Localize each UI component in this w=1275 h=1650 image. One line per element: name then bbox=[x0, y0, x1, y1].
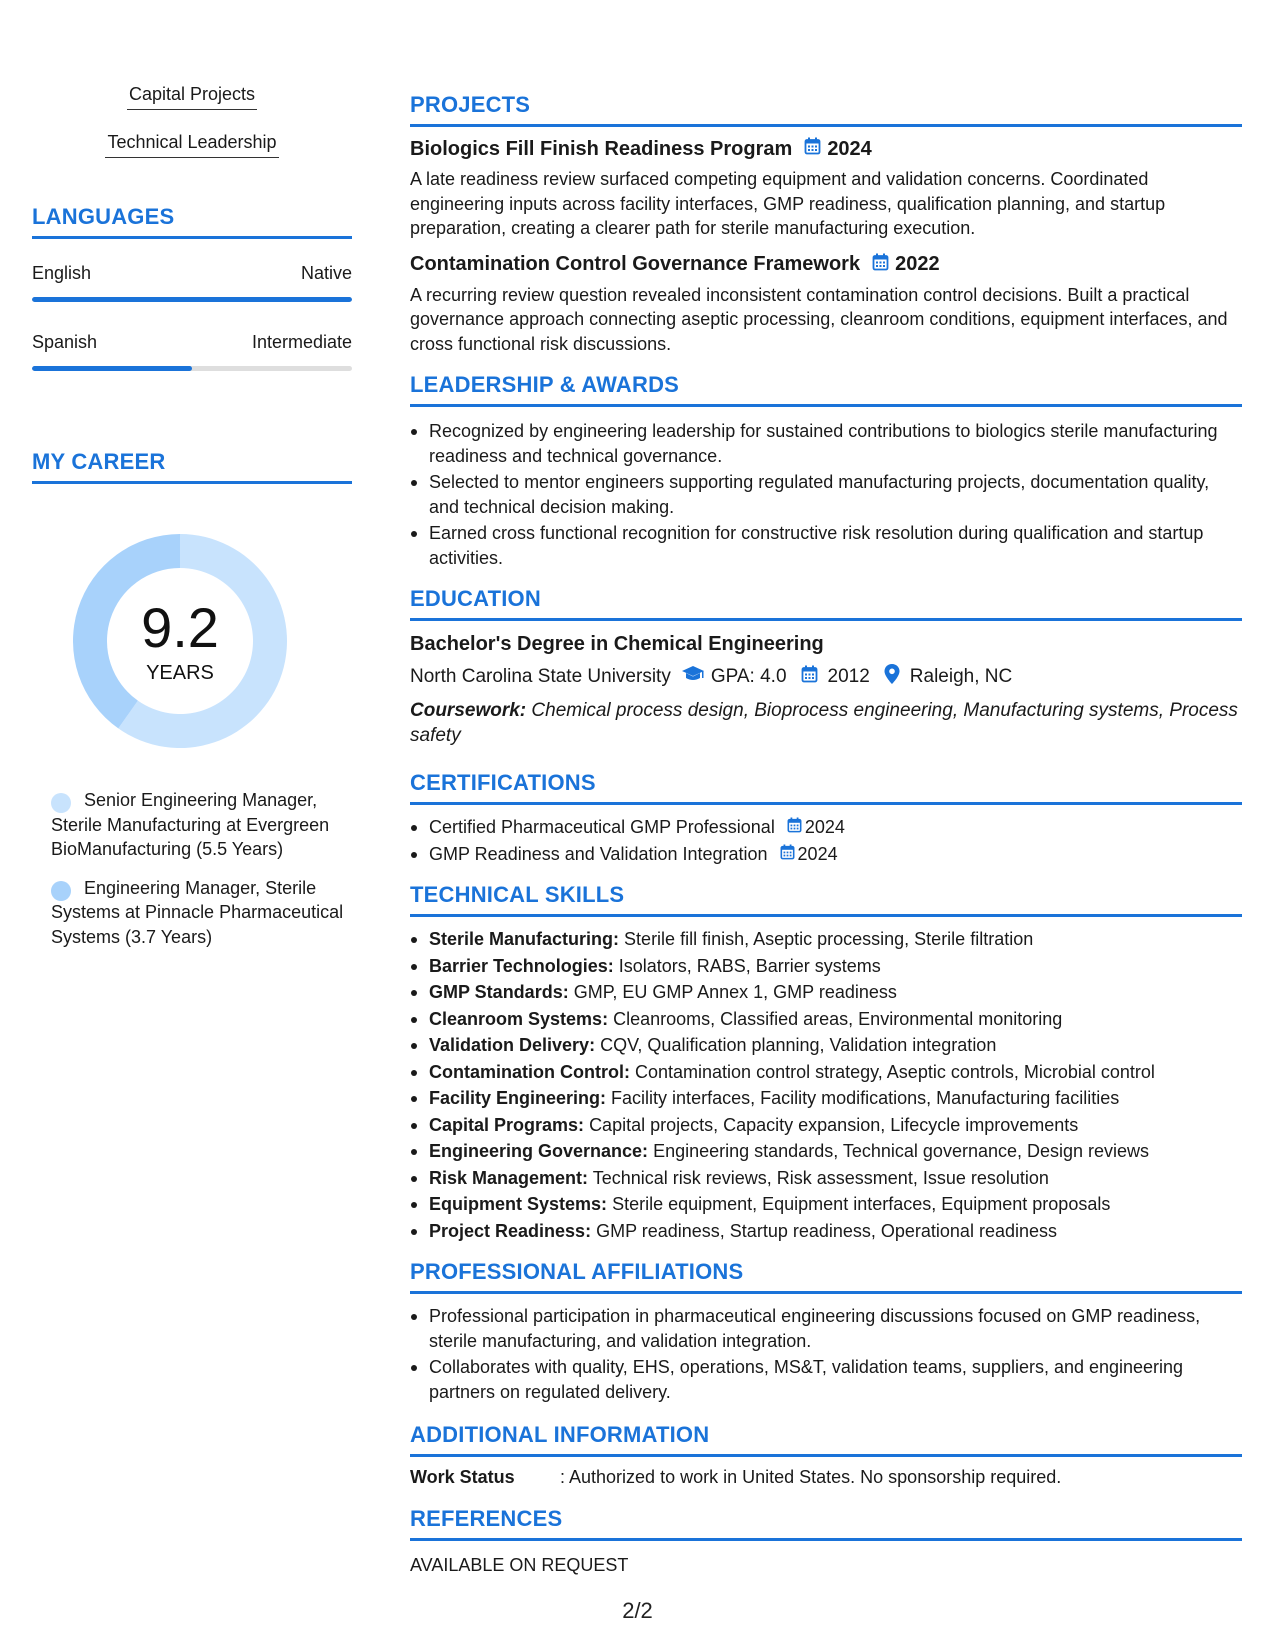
projects-section bbox=[410, 92, 1242, 356]
career-total-years: 9.2 bbox=[141, 596, 219, 659]
language-bar-fill bbox=[32, 366, 192, 371]
skill-item bbox=[410, 1086, 1242, 1111]
education-location: Raleigh, NC bbox=[909, 666, 1013, 687]
skill-value: Sterile equipment, Equipment interfaces, Equipment proposals bbox=[612, 1194, 1111, 1214]
skill-value: Isolators, RABS, Barrier systems bbox=[618, 955, 881, 976]
skill-item bbox=[410, 954, 1242, 979]
certification-item bbox=[410, 815, 1242, 840]
career-item bbox=[51, 788, 352, 862]
references-section bbox=[410, 1506, 1242, 1578]
skill-value: GMP, EU GMP Annex 1, GMP readiness bbox=[573, 982, 897, 1002]
section-rule bbox=[32, 481, 352, 484]
calendar-icon bbox=[787, 815, 802, 840]
skill-item bbox=[410, 1060, 1242, 1085]
language-level: Native bbox=[300, 263, 352, 283]
skill-label: Barrier Technologies: bbox=[429, 955, 614, 976]
languages-title: LANGUAGES bbox=[32, 204, 175, 229]
education-meta bbox=[410, 664, 1242, 690]
career-dot bbox=[51, 881, 71, 901]
tag-technical-leadership bbox=[32, 128, 352, 158]
language-name: English bbox=[32, 263, 92, 283]
projects-title: PROJECTS bbox=[410, 92, 531, 117]
skill-value: Facility interfaces, Facility modifications, Manufacturing facilities bbox=[611, 1088, 1120, 1108]
calendar-icon bbox=[780, 842, 795, 867]
calendar-icon bbox=[804, 137, 821, 161]
left-column bbox=[32, 80, 352, 949]
career-title: MY CAREER bbox=[32, 449, 166, 474]
skill-label: Risk Management: bbox=[429, 1167, 589, 1188]
education-degree: Bachelor's Degree in Chemical Engineering bbox=[410, 633, 824, 655]
project-year: 2024 bbox=[827, 137, 872, 160]
additional-row bbox=[410, 1467, 1242, 1488]
skill-value: CQV, Qualification planning, Validation integration bbox=[600, 1035, 997, 1055]
language-name: Spanish bbox=[32, 332, 98, 352]
skill-label: Sterile Manufacturing: bbox=[429, 929, 620, 949]
list-item: Collaborates with quality, EHS, operations, MS&T, validation teams, suppliers, and engineering partners on regulated delivery. bbox=[410, 1355, 1242, 1404]
skills-section bbox=[410, 882, 1242, 1243]
skill-label: Project Readiness: bbox=[429, 1220, 592, 1241]
leadership-title: LEADERSHIP & AWARDS bbox=[410, 372, 680, 397]
coursework-text: Chemical process design, Bioprocess engineering, Manufacturing systems, Process safety bbox=[410, 700, 1238, 746]
coursework-label: Coursework: bbox=[410, 700, 527, 721]
section-rule bbox=[410, 618, 1242, 621]
section-rule bbox=[410, 802, 1242, 805]
section-rule bbox=[32, 236, 352, 239]
project-description: A late readiness review surfaced competing equipment and validation concerns. Coordinated engineering inputs across facility interfaces, GMP readiness, qualification planning, and startup preparation, creating a clearer path for sterile manufacturing execution. bbox=[410, 169, 1166, 238]
skill-label: Cleanroom Systems: bbox=[429, 1008, 609, 1029]
certification-name: GMP Readiness and Validation Integration bbox=[429, 843, 768, 864]
tag-label: Capital Projects bbox=[127, 80, 257, 110]
project-name: Biologics Fill Finish Readiness Program bbox=[410, 137, 793, 160]
skill-label: Contamination Control: bbox=[429, 1061, 630, 1082]
language-bar bbox=[32, 297, 352, 302]
list-item: Selected to mentor engineers supporting regulated manufacturing projects, documentation quality, and technical decision making. bbox=[410, 470, 1242, 519]
section-rule bbox=[410, 914, 1242, 917]
skill-item bbox=[410, 1166, 1242, 1191]
certification-name: Certified Pharmaceutical GMP Professional bbox=[429, 817, 775, 837]
skill-item bbox=[410, 1007, 1242, 1032]
language-english bbox=[32, 263, 352, 284]
skill-item bbox=[410, 980, 1242, 1005]
right-column bbox=[410, 92, 1242, 1578]
skill-value: Engineering standards, Technical governance, Design reviews bbox=[653, 1141, 1150, 1161]
calendar-icon bbox=[801, 665, 818, 689]
additional-value: : Authorized to work in United States. No sponsorship required. bbox=[560, 1467, 1062, 1487]
project-description: A recurring review question revealed inconsistent contamination control decisions. Built a practical governance approach connecting aseptic processing, cleanroom conditions, equipment interfaces, and cross functional risk discussions. bbox=[410, 284, 1228, 354]
affiliations-section bbox=[410, 1259, 1242, 1404]
calendar-icon bbox=[872, 253, 889, 277]
project-name: Contamination Control Governance Framework bbox=[410, 253, 861, 275]
skill-label: Capital Programs: bbox=[429, 1114, 585, 1135]
references-text: AVAILABLE ON REQUEST bbox=[410, 1555, 629, 1575]
section-rule bbox=[410, 1454, 1242, 1457]
career-dot bbox=[51, 793, 71, 813]
skills-title: TECHNICAL SKILLS bbox=[410, 882, 625, 907]
skill-item bbox=[410, 1139, 1242, 1164]
additional-key: Work Status bbox=[410, 1467, 515, 1487]
section-rule bbox=[410, 124, 1242, 127]
skill-label: Validation Delivery: bbox=[429, 1035, 596, 1055]
additional-title: ADDITIONAL INFORMATION bbox=[410, 1422, 710, 1447]
skill-label: GMP Standards: bbox=[429, 982, 569, 1002]
list-item: Recognized by engineering leadership for sustained contributions to biologics sterile manufacturing readiness and technical governance. bbox=[410, 419, 1242, 468]
tag-label: Technical Leadership bbox=[105, 128, 278, 158]
skill-label: Facility Engineering: bbox=[429, 1088, 607, 1108]
language-bar-fill bbox=[32, 297, 352, 302]
skill-label: Equipment Systems: bbox=[429, 1194, 608, 1214]
language-level: Intermediate bbox=[251, 332, 352, 352]
skill-item bbox=[410, 1219, 1242, 1244]
career-years-label: YEARS bbox=[146, 662, 214, 684]
graduation-cap-icon bbox=[681, 665, 705, 689]
career-donut-chart bbox=[67, 528, 293, 754]
certification-item bbox=[410, 842, 1242, 867]
skill-value: Contamination control strategy, Aseptic controls, Microbial control bbox=[635, 1061, 1155, 1082]
career-section bbox=[32, 449, 352, 949]
section-rule bbox=[410, 1538, 1242, 1541]
skill-value: Cleanrooms, Classified areas, Environmental monitoring bbox=[613, 1008, 1063, 1029]
certification-year: 2024 bbox=[797, 843, 838, 864]
skill-item bbox=[410, 1113, 1242, 1138]
certifications-title: CERTIFICATIONS bbox=[410, 770, 596, 795]
skill-value: GMP readiness, Startup readiness, Operational readiness bbox=[596, 1220, 1057, 1241]
languages-section bbox=[32, 204, 352, 371]
skill-value: Sterile fill finish, Aseptic processing, Sterile filtration bbox=[624, 929, 1034, 949]
list-item: Professional participation in pharmaceutical engineering discussions focused on GMP readiness, sterile manufacturing, and validation integration. bbox=[410, 1304, 1242, 1353]
education-gpa: GPA: 4.0 bbox=[710, 666, 787, 687]
skill-value: Technical risk reviews, Risk assessment, Issue resolution bbox=[592, 1167, 1049, 1188]
project-title bbox=[410, 137, 1242, 161]
additional-section bbox=[410, 1422, 1242, 1488]
skill-item bbox=[410, 927, 1242, 952]
list-item: Earned cross functional recognition for constructive risk resolution during qualification and startup activities. bbox=[410, 521, 1242, 570]
certifications-section bbox=[410, 770, 1242, 866]
section-rule bbox=[410, 1291, 1242, 1294]
education-title: EDUCATION bbox=[410, 586, 541, 611]
skill-item bbox=[410, 1192, 1242, 1217]
certification-year: 2024 bbox=[804, 817, 845, 837]
skill-label: Engineering Governance: bbox=[429, 1141, 649, 1161]
skill-value: Capital projects, Capacity expansion, Lifecycle improvements bbox=[589, 1114, 1079, 1135]
education-year: 2012 bbox=[827, 666, 870, 687]
project-year: 2022 bbox=[895, 253, 940, 275]
tag-capital-projects bbox=[32, 80, 352, 110]
career-item bbox=[51, 876, 352, 950]
references-title: REFERENCES bbox=[410, 1506, 563, 1531]
language-spanish bbox=[32, 332, 352, 353]
page-number: 2/2 bbox=[622, 1598, 653, 1623]
education-coursework bbox=[410, 698, 1242, 748]
leadership-section bbox=[410, 372, 1242, 570]
education-section bbox=[410, 586, 1242, 748]
section-rule bbox=[410, 404, 1242, 407]
career-item-text: Engineering Manager, Sterile Systems at Pinnacle Pharmaceutical Systems (3.7 Years) bbox=[51, 877, 344, 947]
project-title bbox=[410, 253, 1242, 277]
affiliations-title: PROFESSIONAL AFFILIATIONS bbox=[410, 1259, 744, 1284]
location-pin-icon bbox=[884, 664, 900, 690]
skill-item bbox=[410, 1033, 1242, 1058]
language-bar bbox=[32, 366, 352, 371]
career-item-text: Senior Engineering Manager, Sterile Manufacturing at Evergreen BioManufacturing (5.5 Years) bbox=[51, 790, 330, 859]
education-school: North Carolina State University bbox=[410, 666, 671, 687]
